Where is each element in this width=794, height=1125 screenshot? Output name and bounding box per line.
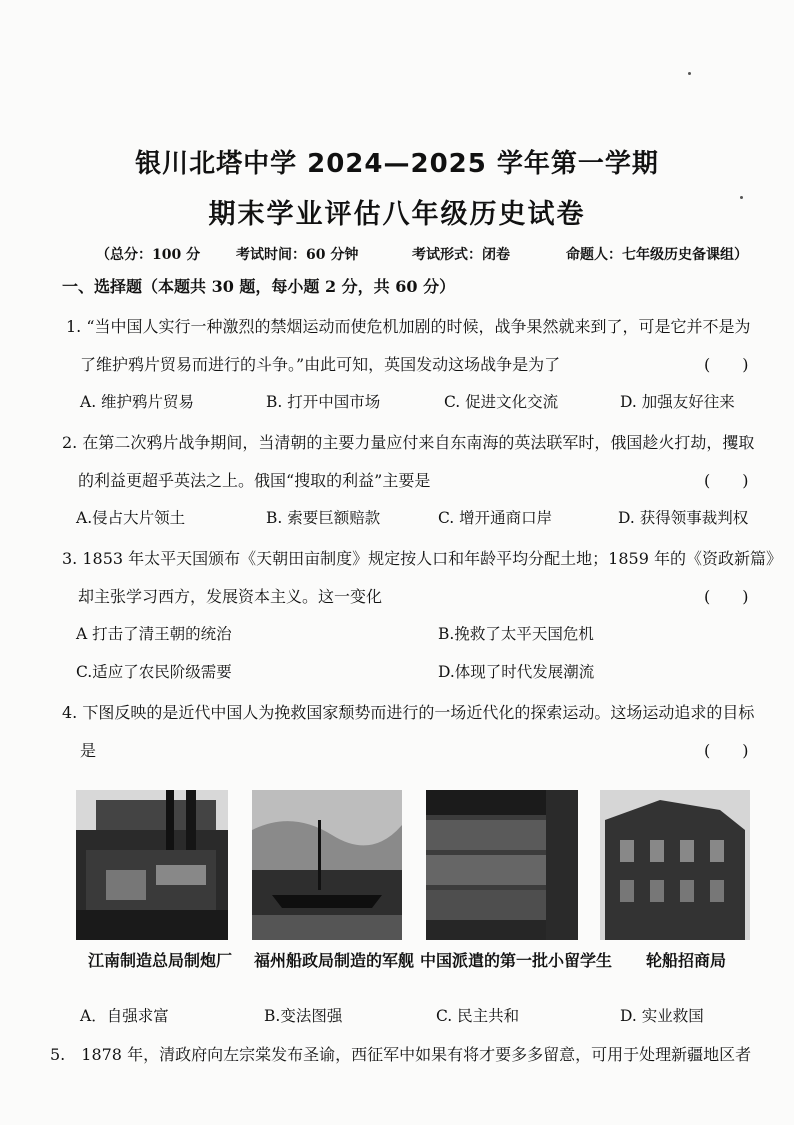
q3-option-b[interactable]: B.挽救了太平天国危机 [438, 625, 594, 643]
answer-parenthesis[interactable]: ( ) [704, 587, 749, 606]
q1-option-a[interactable]: A. 维护鸦片贸易 [80, 393, 195, 411]
q3-option-a[interactable]: A 打击了清王朝的统治 [76, 625, 232, 643]
photo-first-students [426, 790, 578, 940]
q1-option-c[interactable]: C. 促进文化交流 [444, 393, 559, 411]
photo-fuzhou-warship [252, 790, 402, 940]
answer-parenthesis[interactable]: ( ) [704, 741, 749, 760]
answer-parenthesis[interactable]: ( ) [704, 355, 749, 374]
q2-option-b[interactable]: B. 索要巨额赔款 [266, 509, 381, 527]
exam-time: 考试时间：60 分钟 [236, 247, 359, 263]
q2-option-a[interactable]: A.侵占大片领土 [76, 509, 186, 527]
caption-china-merchants: 轮船招商局 [646, 951, 727, 970]
q2-option-d[interactable]: D. 获得领事裁判权 [618, 509, 749, 527]
caption-jiangnan-arsenal: 江南制造总局制炮厂 [88, 951, 233, 970]
photo-china-merchants [600, 790, 750, 940]
q3-option-d[interactable]: D.体现了时代发展潮流 [438, 663, 595, 681]
question-4-line-2: 是 [80, 741, 97, 760]
q4-option-d[interactable]: D. 实业救国 [620, 1007, 704, 1025]
question-3-line-2: 却主张学习西方，发展资本主义。这一变化 [78, 587, 383, 606]
question-2-line-2: 的利益更超乎英法之上。俄国“搜取的利益”主要是 [78, 471, 431, 490]
q4-option-a[interactable]: A．自强求富 [80, 1007, 169, 1025]
caption-fuzhou-warship: 福州船政局制造的军舰 [254, 951, 415, 970]
exam-title-line-1: 银川北塔中学 2024—2025 学年第一学期 [135, 149, 659, 179]
q1-option-b[interactable]: B. 打开中国市场 [266, 393, 381, 411]
question-3-line-1: 3. 1853 年太平天国颁布《天朝田亩制度》规定按人口和年龄平均分配土地；1859 年的《资政新篇》 [62, 549, 782, 568]
question-2-line-1: 2. 在第二次鸦片战争期间，当清朝的主要力量应付来自东南海的英法联军时，俄国趁火打劫，攫取 [62, 433, 755, 452]
question-1-line-2: 了维护鸦片贸易而进行的斗争。”由此可知，英国发动这场战争是为了 [80, 355, 561, 374]
q1-option-d[interactable]: D. 加强友好往来 [620, 393, 735, 411]
photo-jiangnan-arsenal [76, 790, 228, 940]
q4-option-b[interactable]: B.变法图强 [264, 1007, 343, 1025]
exam-form: 考试形式：闭卷 [412, 247, 510, 263]
total-score: （总分：100 分 [96, 247, 201, 263]
caption-first-students: 中国派遣的第一批小留学生 [420, 951, 613, 970]
q4-option-c[interactable]: C. 民主共和 [436, 1007, 520, 1025]
question-5-line-1: 5. 1878 年，清政府向左宗棠发布圣谕，西征军中如果有将才要多多留意，可用于处理新疆地区者 [50, 1045, 752, 1064]
q2-option-c[interactable]: C. 增开通商口岸 [438, 509, 553, 527]
question-1-line-1: 1. “当中国人实行一种激烈的禁烟运动而使危机加剧的时候，战争果然就来到了，可是它并不是为 [66, 317, 751, 336]
answer-parenthesis[interactable]: ( ) [704, 471, 749, 490]
q3-option-c[interactable]: C.适应了农民阶级需要 [76, 663, 232, 681]
exam-author: 命题人：七年级历史备课组） [566, 247, 748, 263]
exam-title-line-2: 期末学业评估八年级历史试卷 [208, 199, 586, 230]
scan-speck [688, 72, 691, 75]
question-4-line-1: 4. 下图反映的是近代中国人为挽救国家颓势而进行的一场近代化的探索运动。这场运动追求的目标 [62, 703, 755, 722]
section-title: 一、选择题（本题共 30 题，每小题 2 分，共 60 分） [62, 277, 456, 296]
